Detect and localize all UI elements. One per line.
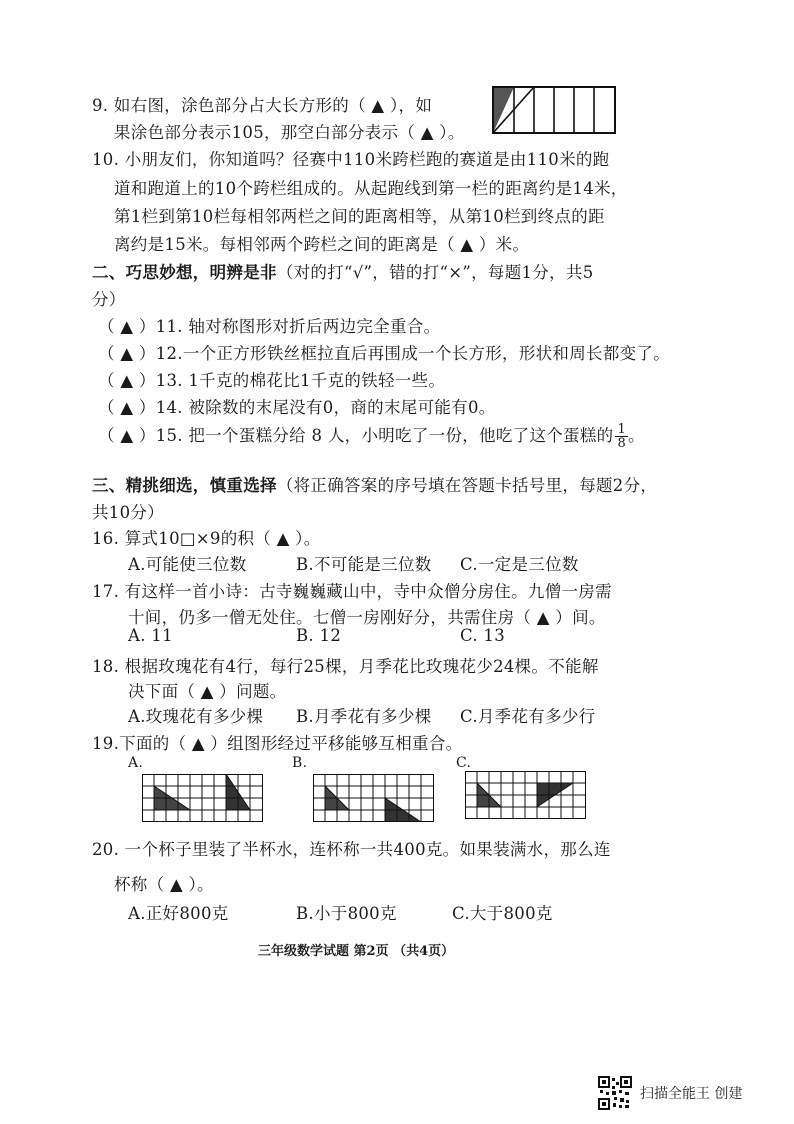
q20-stem1: 20. 一个杯子里装了半杯水，连杯称一共400克。如果装满水，那么连 — [92, 840, 611, 859]
tf-text: 14. 被除数的末尾没有0，商的末尾可能有0。 — [155, 398, 496, 417]
q19-grid-c — [465, 771, 589, 819]
q17-stem2: 十间，仍多一僧无处住。七僧一房刚好分，共需住房（ ▲ ）间。 — [128, 608, 606, 627]
tf-text: 12.一个正方形铁丝框拉直后再围成一个长方形，形状和周长都变了。 — [155, 344, 671, 363]
q17-option-c: C. 13 — [460, 626, 506, 645]
q10-line1: 10. 小朋友们，你知道吗？径赛中110米跨栏跑的赛道是由110米的跑 — [92, 150, 610, 169]
q19-option-a-label: A. — [128, 755, 144, 771]
q20-stem2: 杯称（ ▲ ）。 — [114, 875, 214, 894]
q20-option-b: B.小于800克 — [296, 904, 397, 923]
tf-item-12 — [98, 340, 670, 364]
q18-option-b: B.月季花有多少棵 — [296, 707, 432, 726]
q17-option-b: B. 12 — [296, 626, 342, 645]
tf-text: 15. 把一个蛋糕分给 8 人，小明吃了一份，他吃了这个蛋糕的 — [155, 426, 614, 445]
tf-item-11 — [98, 313, 440, 337]
section3-heading — [92, 472, 657, 496]
q19-grid-b — [313, 774, 437, 822]
q9-rectangle-figure — [492, 86, 616, 134]
tf-text: 11. 轴对称图形对折后两边完全重合。 — [155, 317, 441, 336]
q17-option-a: A. 11 — [128, 626, 173, 645]
q10-line2: 道和跑道上的10个跨栏组成的。从起跑线到第一栏的距离约是14米， — [114, 179, 628, 198]
q10-line3: 第1栏到第10栏每相邻两栏之间的距离相等，从第10栏到终点的距 — [114, 207, 605, 226]
q15-end: 。 — [628, 426, 645, 445]
q17-stem1: 17. 有这样一首小诗：古寺巍巍藏山中，寺中众僧分房住。九僧一房需 — [92, 582, 612, 601]
q18-option-c: C.月季花有多少行 — [460, 707, 596, 726]
section2-desc: （对的打“√”，错的打“×”，每题1分，共5 — [276, 263, 594, 282]
q9-line2: 果涂色部分表示105，那空白部分表示（ ▲ ）。 — [114, 123, 465, 142]
answer-mark: （ ▲ ） — [98, 371, 156, 390]
q19-grid-a — [142, 774, 266, 822]
q16-stem: 16. 算式10□×9的积（ ▲ ）。 — [92, 529, 321, 548]
section2-desc2: 分） — [92, 290, 126, 309]
q19-stem: 19.下面的（ ▲ ）组图形经过平移能够互相重合。 — [92, 734, 463, 753]
q19-option-c-label: C. — [456, 755, 472, 771]
watermark-text: 扫描全能王 创建 — [640, 1086, 743, 1102]
answer-mark: （ ▲ ） — [98, 426, 156, 445]
q18-stem1: 18. 根据玫瑰花有4行，每行25棵，月季花比玫瑰花少24棵。不能解 — [92, 657, 599, 676]
q16-option-b: B.不可能是三位数 — [296, 555, 432, 574]
q16-option-c: C.一定是三位数 — [460, 555, 579, 574]
fraction-numerator: 1 — [617, 422, 627, 437]
q18-option-a: A.玫瑰花有多少棵 — [128, 707, 264, 726]
answer-mark: （ ▲ ） — [98, 344, 156, 363]
q20-option-c: C.大于800克 — [452, 904, 553, 923]
q18-stem2: 决下面（ ▲ ）问题。 — [128, 682, 287, 701]
q10-line4: 离约是15米。每相邻两个跨栏之间的距离是（ ▲ ）米。 — [114, 235, 530, 254]
fraction-denominator: 8 — [617, 436, 627, 451]
section3-desc: （将正确答案的序号填在答题卡括号里，每题2分， — [276, 476, 658, 495]
tf-item-13 — [98, 367, 445, 391]
answer-mark: （ ▲ ） — [98, 398, 156, 417]
q20-option-a: A.正好800克 — [128, 904, 229, 923]
q9-line1: 9. 如右图，涂色部分占大长方形的（ ▲ ），如 — [92, 96, 433, 115]
q16-option-a: A.可能使三位数 — [128, 555, 247, 574]
section3-desc2: 共10分） — [92, 503, 164, 522]
tf-text: 13. 1千克的棉花比1千克的铁轻一些。 — [155, 371, 446, 390]
fraction-one-eighth — [615, 423, 628, 450]
section3-title: 三、精挑细选，慎重选择 — [92, 476, 277, 495]
tf-item-14 — [98, 394, 496, 418]
section2-title: 二、巧思妙想，明辨是非 — [92, 263, 277, 282]
q19-option-b-label: B. — [292, 755, 308, 771]
section2-heading — [92, 259, 594, 283]
answer-mark: （ ▲ ） — [98, 317, 156, 336]
tf-item-15 — [98, 422, 645, 450]
qr-code-icon — [598, 1076, 632, 1110]
page-footer: 三年级数学试题 第2页 （共4页） — [258, 944, 455, 959]
